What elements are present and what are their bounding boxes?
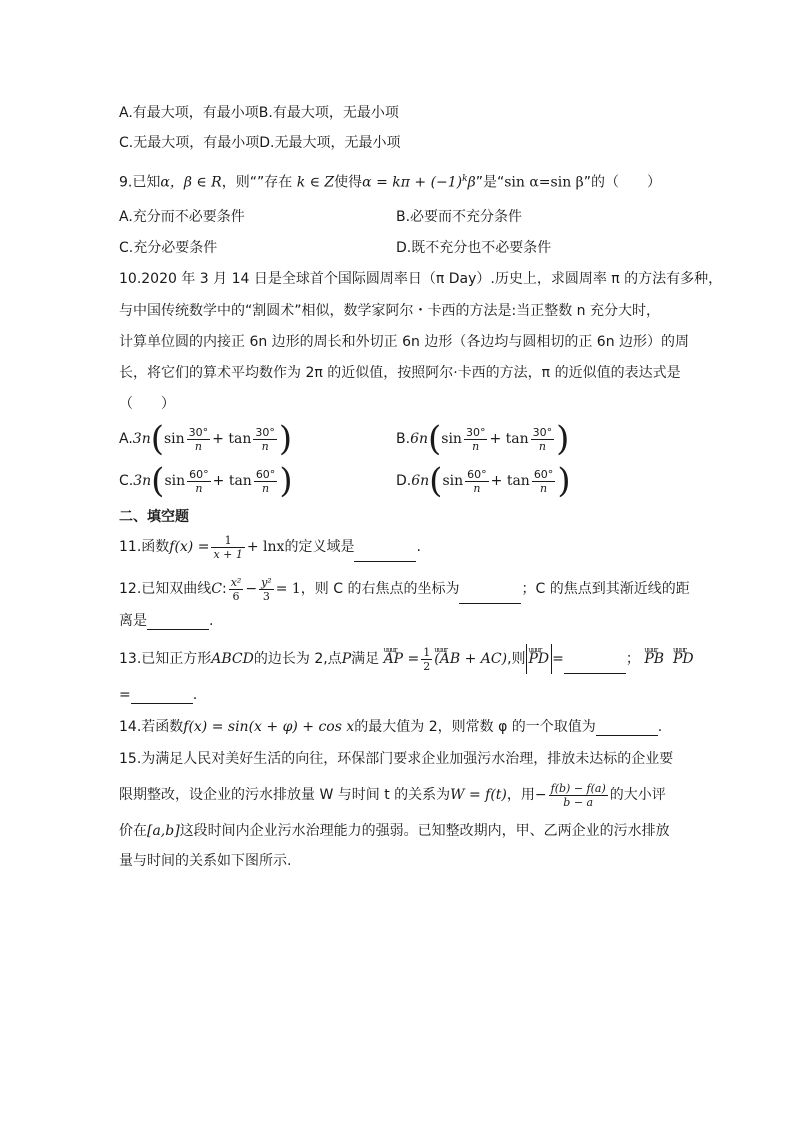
q10-b-num1: 30°: [465, 425, 486, 439]
q9-vars: α，β ∈ R: [160, 174, 222, 191]
q11-den: x + 1: [213, 547, 243, 561]
q13-p: P: [341, 651, 352, 667]
q10-c-den1: n: [187, 481, 211, 495]
q9-option-d: D.既不充分也不必要条件: [396, 240, 552, 256]
q13-half-num: 1: [423, 645, 431, 659]
q10-option-c-label: C.: [119, 473, 134, 489]
q10-option-b-coef: 6n: [410, 431, 428, 447]
q14-mid: 的最大值为 2，则常数 φ 的一个取值为: [354, 719, 596, 735]
q10-c-num2: 60°: [255, 467, 276, 481]
q12-x2den: 6: [229, 589, 244, 603]
q10-d-num2: 60°: [533, 467, 554, 481]
sin-label: sin: [163, 431, 185, 447]
q11-prefix: 11.函数: [119, 539, 170, 555]
q10-d-den1: n: [465, 481, 489, 495]
q10-line5: （ ）: [119, 396, 175, 412]
q13-line2-text: =: [119, 687, 131, 703]
q13-abcd: ABCD: [211, 651, 254, 667]
q13-mid1: 的边长为 2,点: [253, 651, 342, 667]
q13-prefix: 13.已知正方形: [119, 651, 212, 667]
q13-half-den: 2: [423, 659, 431, 673]
q9-formula: α = kπ + (−1): [362, 174, 463, 191]
q10-option-a-coef: 3n: [132, 431, 151, 447]
q9-kz: k ∈ Z: [296, 174, 335, 191]
q9-option-b: B.必要而不充分条件: [396, 209, 523, 225]
q12-mid: ，则 C 的右焦点的坐标为: [300, 581, 460, 597]
q8-options-cd: C.无最大项，有最小项D.无最大项，无最小项: [119, 135, 401, 151]
q15-line4: 量与时间的关系如下图所示.: [119, 853, 292, 869]
plus-sign: +: [490, 473, 503, 489]
q8-options-ab: A.有最大项，有最小项B.有最大项，无最小项: [119, 105, 399, 121]
q10-option-c: C.3n(sin $\frac{60^\circ}{n}$ + tan $\frac{60^\circ}{n}$ ): [119, 461, 293, 501]
q10-option-c-coef: 3n: [133, 473, 152, 489]
q12-line2-text: 离是: [119, 613, 147, 629]
q10-option-a: A.3n(sin $\frac{30^\circ}{n}$ + tan $\frac{30^\circ}{n}$ ): [119, 419, 293, 459]
q14-formula: f(x) = sin(x + φ) + cos x: [183, 719, 355, 735]
sin-label: sin: [164, 473, 186, 489]
q13-answer-blank-1[interactable]: [564, 659, 626, 674]
tan-label: tan: [506, 473, 530, 489]
q15-frac-num: f(b) − f(a): [550, 781, 606, 795]
q11-answer-blank[interactable]: [354, 547, 416, 562]
q10-option-b: B.6n(sin $\frac{30^\circ}{n}$ + tan $\frac{30^\circ}{n}$ ): [396, 419, 570, 459]
q15-line3: [119, 822, 670, 840]
q14-end: .: [657, 719, 663, 735]
q9-mid1: ，则“”存在: [221, 174, 293, 191]
q12-eq: = 1: [275, 581, 301, 597]
q11-num: 1: [224, 533, 232, 547]
q10-a-num1: 30°: [188, 425, 209, 439]
tan-label: tan: [505, 431, 529, 447]
q12-answer-blank-2[interactable]: [147, 615, 209, 630]
q9-tail: ”的（ ）: [583, 174, 662, 191]
q10-c-den2: n: [254, 481, 278, 495]
q12-y2num: y²: [261, 575, 272, 589]
q10-b-num2: 30°: [532, 425, 553, 439]
q15-line3a: 价在: [119, 823, 147, 839]
q13-vec-pb: uuur PB: [644, 644, 664, 674]
q12-end: .: [209, 613, 214, 629]
q13-vec-ap: uuur AP: [384, 644, 404, 674]
q15-line2a: 限期整改，设企业的污水排放量 W 与时间 t 的关系为: [119, 787, 451, 803]
q13-semi: ；: [625, 651, 640, 667]
q12-minus: −: [245, 581, 258, 597]
q14-answer-blank[interactable]: [596, 721, 658, 736]
q11-stem: [119, 532, 421, 562]
q11-tail: 的定义域是: [284, 539, 355, 555]
q11-fx: f(x) =: [169, 539, 210, 555]
q10-d-den2: n: [532, 481, 556, 495]
tan-label: tan: [228, 473, 252, 489]
q15-interval: [a,b]: [147, 823, 180, 839]
q13-line2: [119, 686, 197, 704]
q9-mid2: 使得: [334, 174, 363, 191]
q15-wft: W = f(t): [450, 787, 507, 803]
q13-eq2: =: [552, 651, 564, 667]
q15-frac-den: b − a: [549, 795, 608, 809]
q9-prefix: 9.已知: [119, 174, 161, 191]
q15-line2c: 的大小评: [609, 787, 666, 803]
q9-stem: [119, 170, 661, 192]
q13-then: ,则: [507, 651, 526, 667]
q13-vec-pd: uuur PD: [529, 644, 550, 674]
plus-sign: +: [212, 473, 225, 489]
q13-answer-blank-2[interactable]: [131, 689, 193, 704]
q10-option-d-label: D.: [396, 473, 412, 489]
q12-line2: [119, 612, 213, 630]
q13-mid2: 满足: [351, 651, 380, 667]
sin-label: sin: [442, 473, 464, 489]
q12-prefix: 12.已知双曲线: [119, 581, 212, 597]
q10-option-d: D.6n(sin $\frac{60^\circ}{n}$ + tan $\frac{60^\circ}{n}$ ): [396, 461, 571, 501]
q13-stem: [119, 644, 694, 674]
q10-option-b-label: B.: [396, 431, 411, 447]
plus-sign: +: [212, 431, 224, 447]
q10-a-num2: 30°: [255, 425, 275, 439]
q9-mid3: ”是“: [475, 174, 505, 191]
q10-b-den1: n: [464, 439, 488, 453]
q10-line3: 计算单位圆的内接正 6n 边形的周长和外切正 6n 边形（各边均与圆相切的正 6n 边形）的周: [119, 334, 690, 350]
q12-c: C: [211, 581, 222, 597]
q10-line4: 长，将它们的算术平均数作为 2π 的近似值，按照阿尔·卡西的方法，π 的近似值的表达式是: [119, 365, 681, 381]
sin-label: sin: [441, 431, 462, 447]
q10-line1: 10.2020 年 3 月 14 日是全球首个国际圆周率日（π Day）.历史上，求圆周率 π 的方法有多种，: [119, 271, 723, 287]
q12-colon: :: [221, 581, 227, 597]
q13-eq: =: [407, 651, 420, 667]
q11-end: .: [416, 539, 421, 555]
q15-line3b: 这段时间内企业污水治理能力的强弱。已知整改期内，甲、乙两企业的污水排放: [179, 823, 670, 839]
plus-sign: +: [489, 431, 502, 447]
q12-stem: [119, 574, 690, 604]
q14-stem: [119, 718, 662, 736]
q9-option-c: C.充分必要条件: [119, 240, 218, 256]
q12-answer-blank-1[interactable]: [459, 589, 521, 604]
q10-option-d-coef: 6n: [411, 473, 430, 489]
q15-line2: 限期整改，设企业的污水排放量 W 与时间 t 的关系为W = f(t)，用− $\frac{f(b) - f(a)}{b - a}$ 的大小评: [119, 781, 666, 809]
q10-a-den1: n: [187, 439, 211, 453]
q9-formula-tail: β: [467, 174, 476, 191]
q12-y2den: 3: [259, 589, 274, 603]
q11-ln: + lnx: [246, 539, 285, 555]
q13-vec-sum: uuur (AB + AC): [434, 644, 507, 674]
section-heading-fill-blank: 二、填空题: [119, 509, 189, 525]
q14-prefix: 14.若函数: [119, 719, 184, 735]
q10-c-num1: 60°: [189, 467, 209, 481]
q15-line1: 15.为满足人民对美好生活的向往，环保部门要求企业加强污水治理，排放未达标的企业要: [119, 751, 674, 767]
q12-x2num: x²: [230, 575, 242, 589]
q9-formula-exp: k: [462, 174, 468, 184]
q10-a-den2: n: [253, 439, 277, 453]
q13-vec-pd2: uuur PD: [673, 644, 694, 674]
q15-line2b: ，用: [506, 787, 535, 803]
q9-condition: sin α=sin β: [504, 174, 584, 191]
q12-mid2: ；C 的焦点到其渐近线的距: [521, 581, 690, 597]
q9-option-a: A.充分而不必要条件: [119, 209, 245, 225]
q10-line2: 与中国传统数学中的“割圆术”相似，数学家阿尔・卡西的方法是:当正整数 n 充分大时，: [119, 303, 660, 319]
q13-end: .: [192, 687, 198, 703]
q10-b-den2: n: [531, 439, 555, 453]
q10-d-num1: 60°: [467, 467, 487, 481]
q10-option-a-label: A.: [119, 431, 133, 447]
tan-label: tan: [228, 431, 252, 447]
